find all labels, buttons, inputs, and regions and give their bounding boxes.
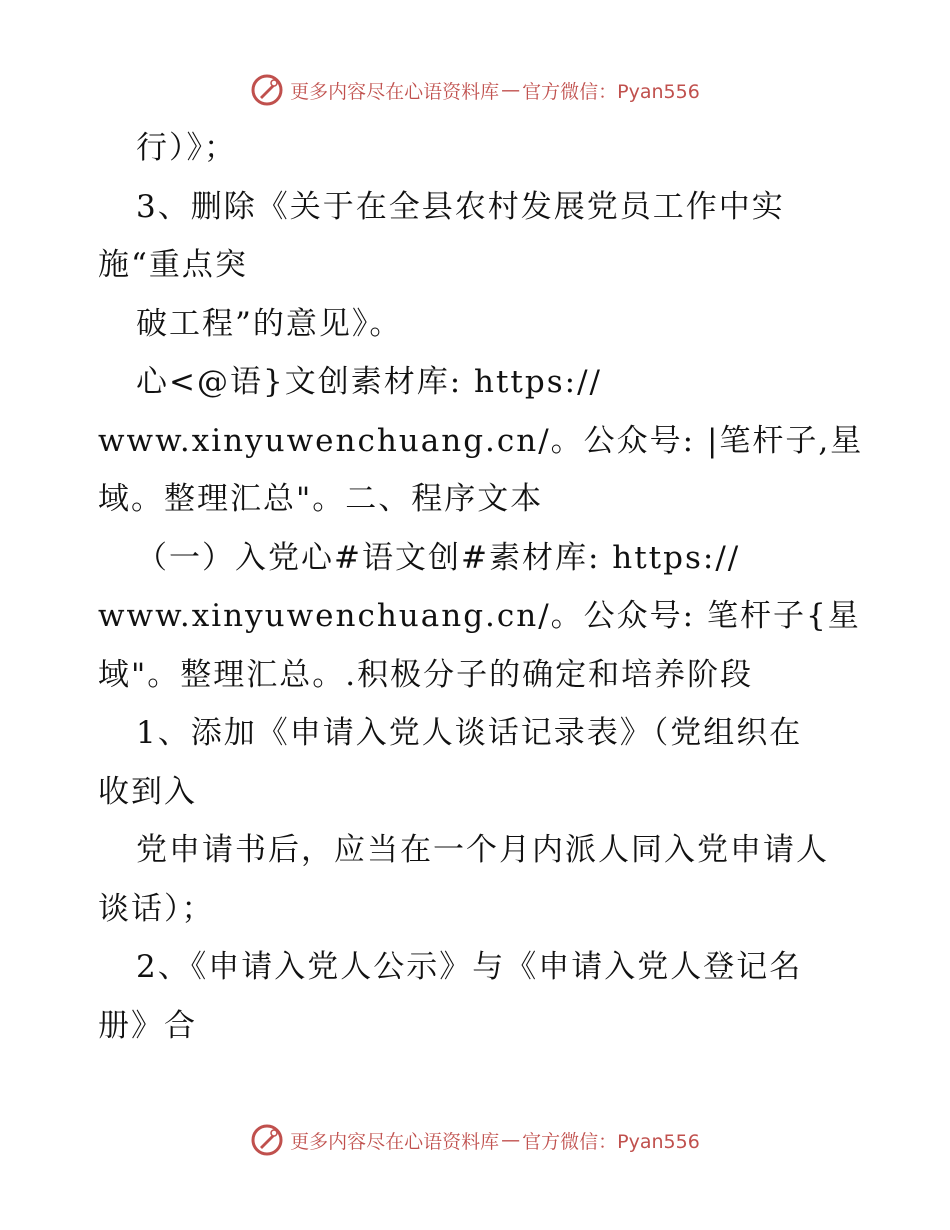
header-dash: —: [501, 79, 521, 101]
document-body: [98, 119, 888, 1055]
text-line: 1、添加《申请入党人谈话记录表》（党组织在: [136, 715, 803, 751]
header-banner: [0, 70, 950, 110]
text-line: 党申请书后，应当在一个月内派人同入党申请人: [136, 832, 829, 868]
footer-text: 更多内容尽在心语资料库: [290, 1130, 500, 1153]
text-line: 域。整理汇总"。二、程序文本: [98, 481, 544, 517]
footer-dash: —: [501, 1129, 521, 1151]
text-line: 破工程”的意见》。: [136, 305, 403, 342]
text-line: 施“重点突: [98, 247, 248, 283]
text-line: www.xinyuwenchuang.cn/。公众号: |笔杆子,星: [98, 422, 864, 459]
footer-banner: [0, 1120, 950, 1160]
text-line: 谈话）；: [98, 890, 215, 927]
text-line: 行）》；: [136, 130, 237, 166]
text-line: 域"。整理汇总。.积极分子的确定和培养阶段: [98, 656, 754, 693]
text-line: 2、《申请入党人公示》与《申请入党人登记名: [136, 949, 803, 985]
quill-logo-icon: [250, 1123, 284, 1157]
text-line: www.xinyuwenchuang.cn/。公众号: 笔杆子{星: [98, 598, 861, 634]
text-line: 收到入: [98, 773, 197, 810]
text-line: （一）入党心#语文创#素材库: https://: [136, 539, 741, 576]
footer-wechat: 官方微信：Pyan556: [522, 1130, 700, 1153]
text-line: 心<@语}文创素材库: https://: [136, 364, 602, 400]
text-line: 册》合: [98, 1007, 197, 1044]
quill-logo-icon: [250, 73, 284, 107]
header-wechat: 官方微信：Pyan556: [522, 80, 700, 103]
header-text: 更多内容尽在心语资料库: [290, 80, 500, 103]
text-line: 3、删除《关于在全县农村发展党员工作中实: [136, 188, 785, 225]
